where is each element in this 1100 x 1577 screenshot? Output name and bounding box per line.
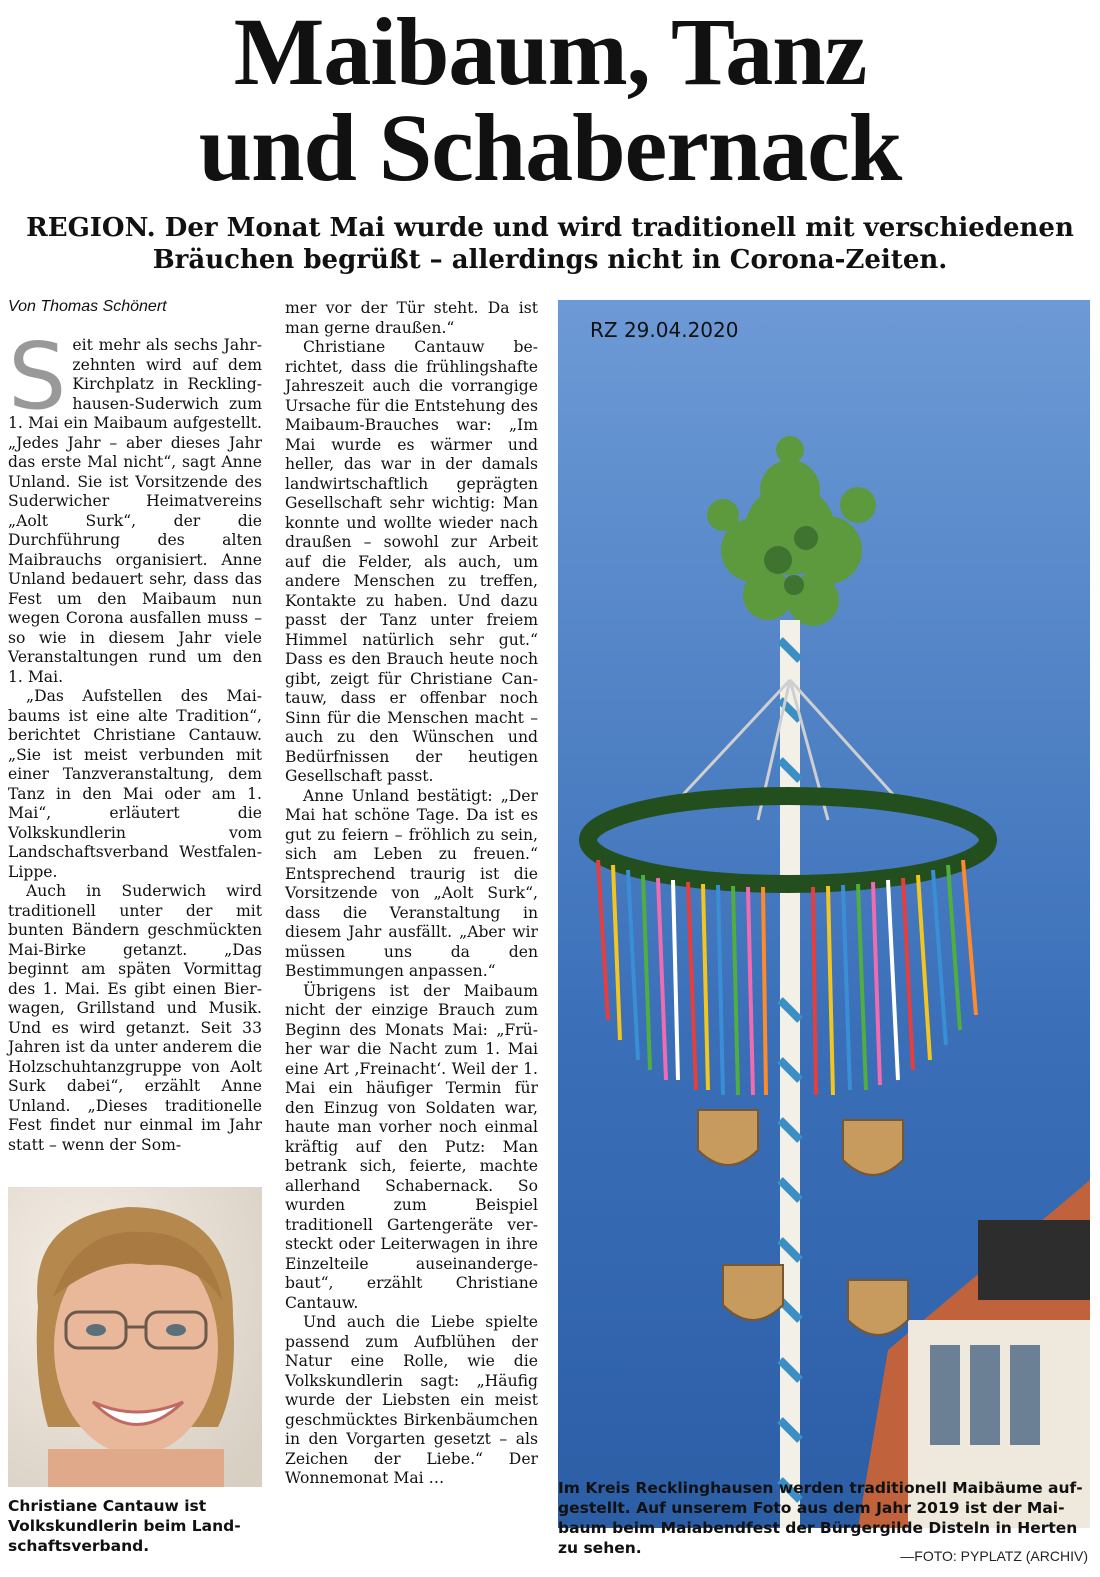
drop-cap: S xyxy=(8,323,67,430)
paragraph: mer vor der Tür steht. Da ist man gerne draußen.“ xyxy=(285,299,538,337)
paragraph: Anne Unland bestätigt: „Der Mai hat schöne Tage. Da ist es gut zu feiern – fröhlich zu sein, sich am Leben zu freuen.“ Entsprechend traurig ist die Vorsitzende von „Aolt Surk“, dass die Veranstaltung in diesem Jahr ausfällt. „Aber wir müssen uns da den Bestimmungen anpassen.“ xyxy=(285,786,538,980)
byline: Von Thomas Schönert xyxy=(8,298,167,315)
paragraph: eit mehr als sechs Jahrzehnten wird auf dem Kirchplatz in Recklinghausen-Suderwich zum 1. Mai ein Maibaum aufgestellt. „Jedes Jahr – aber dieses Jahr das erste Mal nicht“, sagt Anne Unland. Sie ist Vorsitzende des Suderwicher Heimatvereins „Aolt Surk“, der die Durchführung des alten Maibrauchs organisiert. Anne Unland bedauert sehr, dass das Fest um den Maibaum nun wegen Corona ausfallen muss – so wie in diesem Jahr viele Veranstaltungen rund um den 1. Mai. xyxy=(8,336,262,686)
headline-line-1: Maibaum, Tanz xyxy=(233,0,867,105)
portrait-caption: Christiane Cantauw ist Volkskundlerin beim Landschaftsverband. xyxy=(8,1497,241,1555)
article-column-2 xyxy=(285,299,538,1489)
photo-credit: —FOTO: PYPLATZ (ARCHIV) xyxy=(900,1548,1088,1564)
maypole-photo xyxy=(558,300,1090,1528)
headline-line-2: und Schabernack xyxy=(198,94,902,201)
paragraph: Und auch die Liebe spielte passend zum Aufblühen der Natur eine Rolle, wie die Volkskundlerin sagt: „Häufig wurde der Liebsten ein meist geschmücktes Birkenbäumchen in den Vorgarten gesetzt – als Zeichen der Liebe.“ Der Wonnemonat Mai … xyxy=(285,1313,538,1487)
paragraph: Übrigens ist der Maibaum nicht der einzige Brauch zum Beginn des Monats Mai: „Früher war die Nacht zum 1. Mai eine Art ‚Freinacht‘. Weil der 1. Mai ein häufiger Termin für den Einzug von Soldaten war, haute man vorher noch einmal kräftig auf den Putz: Man betrank sich, feierte, machte allerhand Schabernack. So wurden zum Beispiel traditionell Gartengeräte versteckt oder Leiterwagen in ihre Einzelteile auseinandergebaut“, erzählt Christiane Cantauw. xyxy=(285,981,538,1312)
article-column-1 xyxy=(8,323,262,1155)
deck-subheading: REGION. Der Monat Mai wurde und wird traditionell mit verschiedenen Bräuchen begrüßt – allerdings nicht in Corona-Zeiten. xyxy=(26,213,1074,275)
paragraph: Auch in Suderwich wird traditionell unter der mit bunten Bändern geschmückten Mai-Birke getanzt. „Das beginnt am späten Vormittag des 1. Mai. Es gibt einen Bierwagen, Grillstand und Musik. Und es wird getanzt. Seit 33 Jahren ist da unter anderem die Holzschuhtanzgruppe von Aolt Surk dabei“, erzählt Anne Unland. „Dieses traditionelle Fest findet nur einmal im Jahr statt – wenn der Som- xyxy=(8,882,262,1154)
photo-caption: Im Kreis Recklinghausen werden traditionell Maibäume aufgestellt. Auf unserem Foto aus dem Jahr 2019 ist der Maibaum beim Maiabendfest der Bürgergilde Disteln in Herten zu sehen. xyxy=(558,1479,1083,1557)
paragraph: „Das Aufstellen des Maibaums ist eine alte Tradition“, berichtet Christiane Cantauw. „Sie ist meist verbunden mit einer Tanzveranstaltung, dem Tanz in den Mai oder am 1. Mai“, erläutert die Volkskundlerin vom Landschaftsverband Westfalen-Lippe. xyxy=(8,687,262,881)
portrait-photo xyxy=(8,1187,262,1487)
date-stamp: RZ 29.04.2020 xyxy=(590,318,739,342)
paragraph: Christiane Cantauw berichtet, dass die frühlingshafte Jahreszeit auch die vorrangige Ursache für die Entstehung des Maibaum-Brauches war: „Im Mai wurde es wärmer und heller, das war in der damals landwirtschaftlich geprägten Gesellschaft sehr wichtig: Man konnte und wollte wieder nach draußen – sowohl zur Arbeit auf die Felder, als auch, um andere Menschen zu treffen, Kontakte zu haben. Und dazu passt der Tanz unter freiem Himmel natürlich sehr gut.“ Dass es den Brauch heute noch gibt, zeigt für Christiane Cantauw, dass er offenbar noch Sinn für die Menschen macht – auch zu den Wünschen und Bedürfnissen der heutigen Gesellschaft passt. xyxy=(285,338,538,785)
